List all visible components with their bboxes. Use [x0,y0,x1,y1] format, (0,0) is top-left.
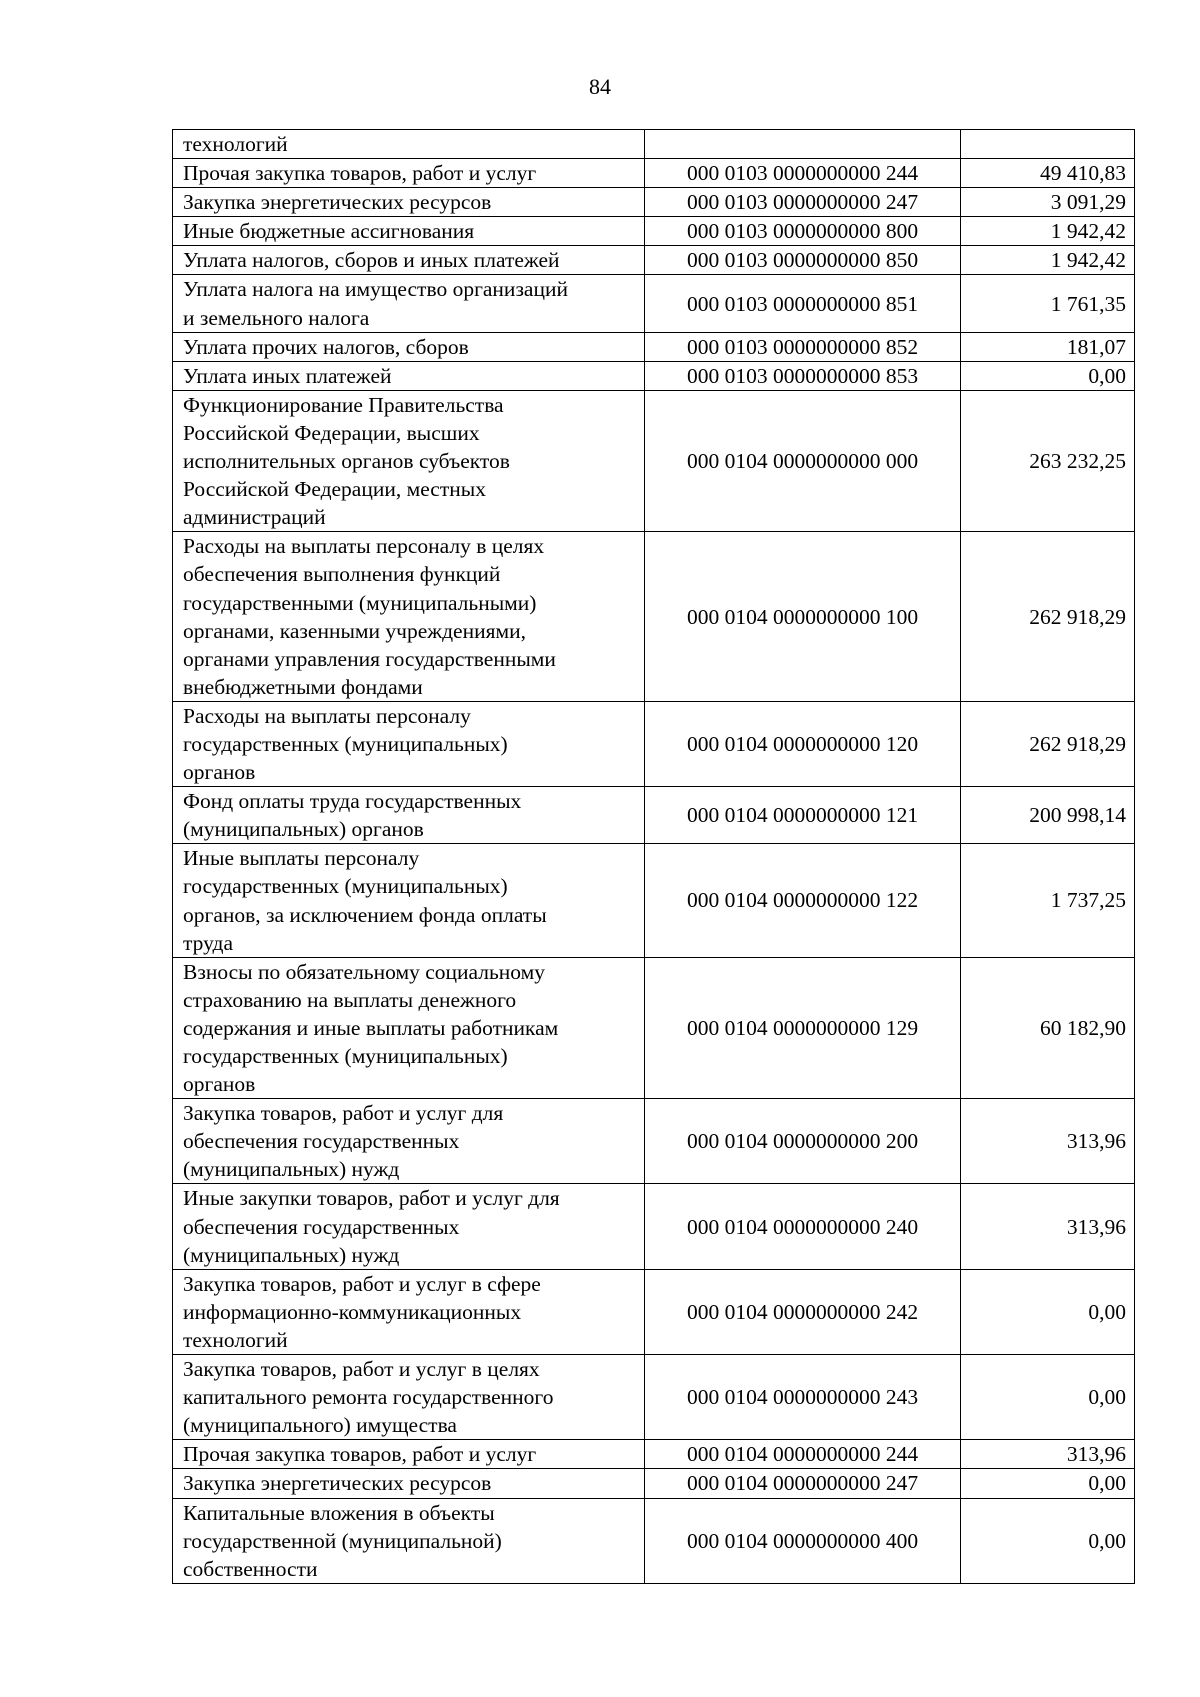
expense-name-cell: Закупка энергетических ресурсов [173,1469,645,1498]
expense-name-cell: Расходы на выплаты персоналу государственных (муниципальных) органов [173,701,645,786]
amount-cell: 0,00 [961,1498,1135,1583]
expense-name-cell: Закупка товаров, работ и услуг для обеспечения государственных (муниципальных) нужд [173,1099,645,1184]
expense-name-cell: технологий [173,130,645,159]
amount-cell: 1 761,35 [961,275,1135,332]
table-row [173,1469,1135,1498]
budget-table-body [173,130,1135,1584]
budget-code-cell: 000 0103 0000000000 850 [645,246,961,275]
page-number: 84 [589,74,611,99]
expense-name-cell: Иные выплаты персоналу государственных (муниципальных) органов, за исключением фонда оплаты труда [173,844,645,957]
amount-cell: 0,00 [961,361,1135,390]
expense-name-cell: Уплата прочих налогов, сборов [173,332,645,361]
amount-cell [961,130,1135,159]
table-row [173,787,1135,844]
budget-code-cell: 000 0104 0000000000 240 [645,1184,961,1269]
budget-code-cell: 000 0104 0000000000 129 [645,957,961,1098]
expense-name-cell: Уплата налогов, сборов и иных платежей [173,246,645,275]
amount-cell: 60 182,90 [961,957,1135,1098]
expense-name-cell: Уплата иных платежей [173,361,645,390]
table-row [173,1355,1135,1440]
budget-code-cell: 000 0104 0000000000 244 [645,1440,961,1469]
amount-cell: 1 942,42 [961,217,1135,246]
amount-cell: 0,00 [961,1355,1135,1440]
amount-cell: 181,07 [961,332,1135,361]
budget-code-cell: 000 0103 0000000000 852 [645,332,961,361]
table-row [173,130,1135,159]
budget-code-cell: 000 0104 0000000000 247 [645,1469,961,1498]
table-row [173,1099,1135,1184]
amount-cell: 1 737,25 [961,844,1135,957]
expense-name-cell: Фонд оплаты труда государственных (муниципальных) органов [173,787,645,844]
budget-code-cell: 000 0103 0000000000 853 [645,361,961,390]
table-row [173,701,1135,786]
amount-cell: 262 918,29 [961,701,1135,786]
budget-code-cell: 000 0104 0000000000 000 [645,390,961,531]
amount-cell: 262 918,29 [961,532,1135,702]
expense-name-cell: Закупка товаров, работ и услуг в сфере информационно-коммуникационных технологий [173,1269,645,1354]
table-row [173,275,1135,332]
budget-code-cell: 000 0103 0000000000 851 [645,275,961,332]
table-row [173,217,1135,246]
table-row [173,1184,1135,1269]
budget-code-cell: 000 0104 0000000000 121 [645,787,961,844]
budget-code-cell: 000 0104 0000000000 100 [645,532,961,702]
expense-name-cell: Взносы по обязательному социальному страхованию на выплаты денежного содержания и иные выплаты работникам государственных (муниципальных) органов [173,957,645,1098]
table-row [173,1498,1135,1583]
table-row [173,188,1135,217]
budget-code-cell [645,130,961,159]
table-row [173,957,1135,1098]
budget-code-cell: 000 0104 0000000000 200 [645,1099,961,1184]
table-row [173,332,1135,361]
table-row [173,246,1135,275]
amount-cell: 0,00 [961,1469,1135,1498]
amount-cell: 3 091,29 [961,188,1135,217]
budget-code-cell: 000 0103 0000000000 800 [645,217,961,246]
table-row [173,1269,1135,1354]
expense-name-cell: Прочая закупка товаров, работ и услуг [173,1440,645,1469]
amount-cell: 313,96 [961,1184,1135,1269]
budget-code-cell: 000 0104 0000000000 120 [645,701,961,786]
budget-code-cell: 000 0104 0000000000 400 [645,1498,961,1583]
table-row [173,361,1135,390]
budget-table [172,129,1135,1584]
expense-name-cell: Функционирование Правительства Российской Федерации, высших исполнительных органов субъектов Российской Федерации, местных администраций [173,390,645,531]
table-row [173,159,1135,188]
amount-cell: 313,96 [961,1099,1135,1184]
amount-cell: 200 998,14 [961,787,1135,844]
expense-name-cell: Иные закупки товаров, работ и услуг для обеспечения государственных (муниципальных) нужд [173,1184,645,1269]
expense-name-cell: Закупка энергетических ресурсов [173,188,645,217]
expense-name-cell: Закупка товаров, работ и услуг в целях капитального ремонта государственного (муниципального) имущества [173,1355,645,1440]
expense-name-cell: Расходы на выплаты персоналу в целях обеспечения выполнения функций государственными (муниципальными) органами, казенными учреждениями, органами управления государственными внебюджетными фондами [173,532,645,702]
amount-cell: 0,00 [961,1269,1135,1354]
table-row [173,532,1135,702]
expense-name-cell: Прочая закупка товаров, работ и услуг [173,159,645,188]
expense-name-cell: Капитальные вложения в объекты государственной (муниципальной) собственности [173,1498,645,1583]
expense-name-cell: Уплата налога на имущество организаций и земельного налога [173,275,645,332]
budget-code-cell: 000 0104 0000000000 243 [645,1355,961,1440]
amount-cell: 263 232,25 [961,390,1135,531]
table-row [173,844,1135,957]
table-row [173,1440,1135,1469]
budget-code-cell: 000 0103 0000000000 247 [645,188,961,217]
amount-cell: 49 410,83 [961,159,1135,188]
expense-name-cell: Иные бюджетные ассигнования [173,217,645,246]
amount-cell: 1 942,42 [961,246,1135,275]
table-row [173,390,1135,531]
budget-code-cell: 000 0104 0000000000 242 [645,1269,961,1354]
amount-cell: 313,96 [961,1440,1135,1469]
budget-code-cell: 000 0103 0000000000 244 [645,159,961,188]
budget-code-cell: 000 0104 0000000000 122 [645,844,961,957]
